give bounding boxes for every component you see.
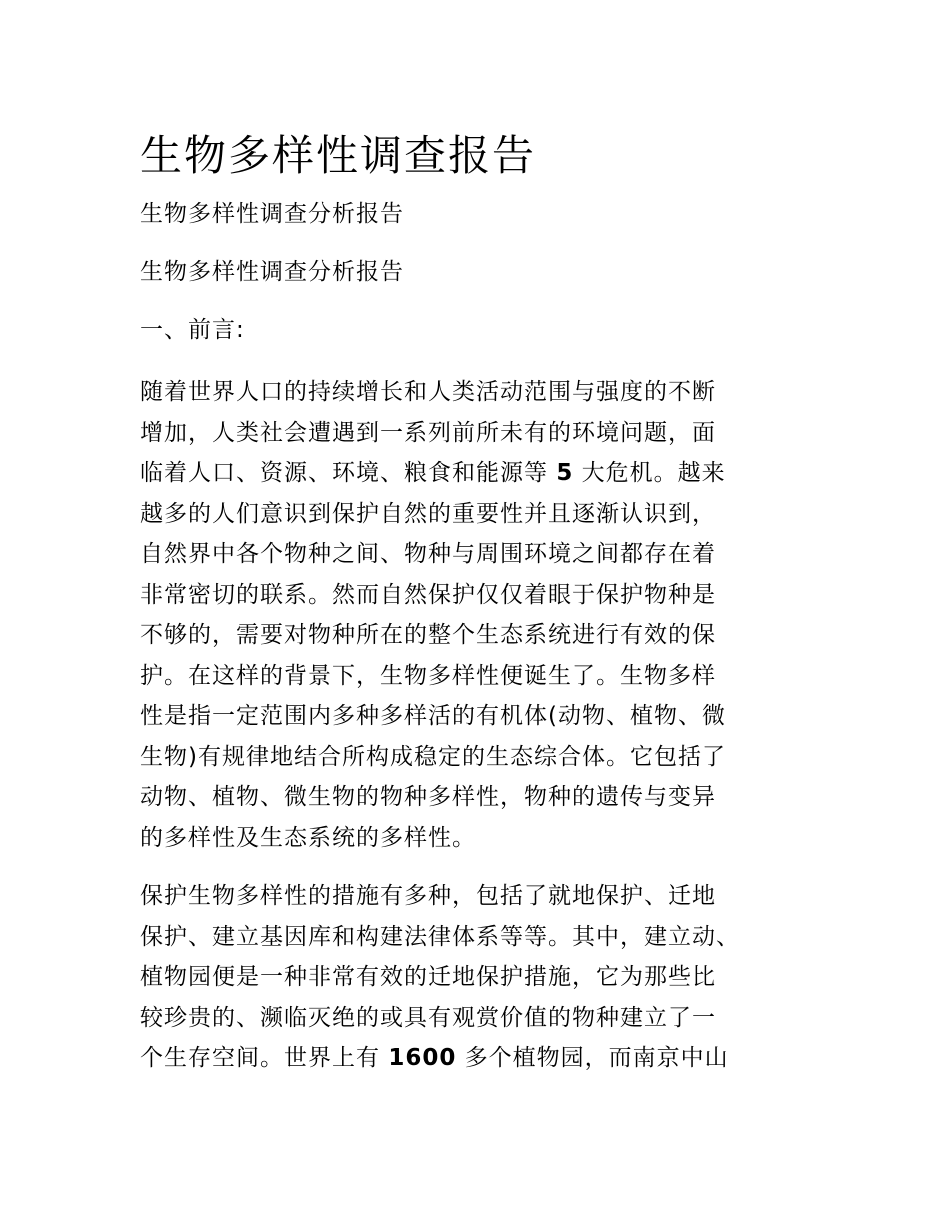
para2-line-3: 植物园便是一种非常有效的迁地保护措施，它为那些比 <box>140 964 716 990</box>
para1-line-8: 护。在这样的背景下，生物多样性便诞生了。生物多样 <box>140 662 716 689</box>
para2-line-1: 保护生物多样性的措施有多种，包括了就地保护、迁地 <box>140 883 716 909</box>
para1-line-11: 动物、植物、微生物的物种多样性，物种的遗传与变异 <box>140 784 716 810</box>
para1-line-2: 增加，人类社会遭遇到一系列前所未有的环境问题，面 <box>140 419 716 446</box>
para1-line-7: 不够的，需要对物种所在的整个生态系统进行有效的保 <box>140 622 716 648</box>
para1-line-12: 的多样性及生态系统的多样性。 <box>140 824 476 851</box>
para1-line-5: 自然界中各个物种之间、物种与周围环境之间都存在着 <box>140 541 716 567</box>
subtitle-2: 生物多样性调查分析报告 <box>140 259 404 285</box>
document-title: 生物多样性调查报告 <box>140 131 537 180</box>
paragraph-1 <box>140 372 810 858</box>
para1-number-5: 5 <box>556 460 574 486</box>
para1-line-10: 生物)有规律地结合所构成稳定的生态综合体。它包括了 <box>140 743 726 770</box>
para2-line-5b: 多个植物园，而南京中山 <box>456 1045 729 1071</box>
para2-line-2: 保护、建立基因库和构建法律体系等等。其中，建立动、 <box>140 923 740 950</box>
para1-line-1: 随着世界人口的持续增长和人类活动范围与强度的不断 <box>140 379 716 405</box>
para1-line-9: 性是指一定范围内多种多样活的有机体(动物、植物、微 <box>140 703 726 729</box>
paragraph-2 <box>140 876 810 1079</box>
para1-line-3b: 大危机。越来 <box>573 460 726 486</box>
para2-line-4: 较珍贵的、濒临灭绝的或具有观赏价值的物种建立了一 <box>140 1004 716 1031</box>
para1-line-6: 非常密切的联系。然而自然保护仅仅着眼于保护物种是 <box>140 581 716 608</box>
document-page <box>140 128 810 1097</box>
section-heading-preface: 一、前言: <box>140 317 245 343</box>
subtitle-1: 生物多样性调查分析报告 <box>140 201 404 227</box>
para2-number-1600: 1600 <box>388 1045 457 1071</box>
para1-line-3a: 临着人口、资源、环境、粮食和能源等 <box>140 460 557 486</box>
para2-line-5a: 个生存空间。世界上有 <box>140 1045 389 1071</box>
para1-line-4: 越多的人们意识到保护自然的重要性并且逐渐认识到， <box>140 500 716 527</box>
